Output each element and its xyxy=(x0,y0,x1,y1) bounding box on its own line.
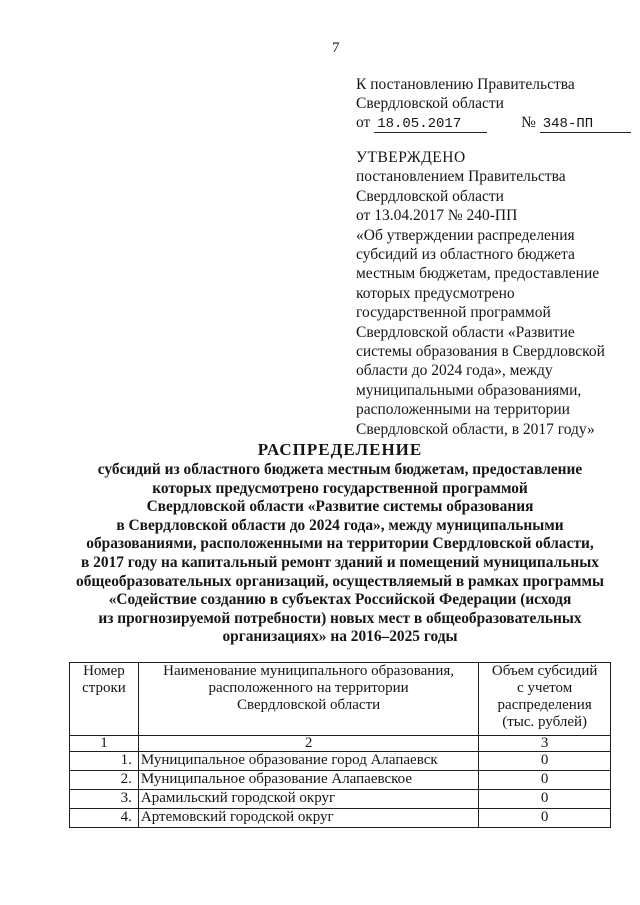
approval-block xyxy=(356,148,605,439)
row-number-cell: 2. xyxy=(70,771,139,790)
heading-line: Свердловской области «Развитие системы образования xyxy=(146,498,534,516)
appendix-line: К постановлению Правительства xyxy=(356,76,575,93)
heading-line: из прогнозируемой потребности) новых мест в общеобразовательных xyxy=(98,609,582,627)
appendix-block xyxy=(356,75,631,133)
heading-line: образованиями, расположенными на территории Свердловской области, xyxy=(86,535,594,553)
table-row xyxy=(70,790,611,809)
column-number-cell: 3 xyxy=(479,736,611,752)
approval-line: которых предусмотрено xyxy=(356,284,515,302)
municipality-name-cell: Муниципальное образование город Алапаевск xyxy=(138,752,478,771)
approval-line: Свердловской области «Развитие xyxy=(356,323,575,341)
approval-line: муниципальными образованиями, xyxy=(356,381,582,399)
approval-line: «Об утверждении распределения xyxy=(356,226,575,244)
table-row xyxy=(70,752,611,771)
header-text: расположенного на территории xyxy=(208,680,409,696)
approval-title: УТВЕРЖДЕНО xyxy=(356,149,466,166)
heading-line: в Свердловской области до 2024 года», между муниципальными xyxy=(116,516,564,534)
approval-line: местным бюджетам, предоставление xyxy=(356,265,600,283)
appendix-line: Свердловской области xyxy=(356,95,504,112)
heading-line: которых предусмотрено государственной программой xyxy=(152,479,528,497)
resolution-date: 18.05.2017 xyxy=(374,117,487,133)
approval-line: системы образования в Свердловской xyxy=(356,343,605,361)
heading-line: организациях» на 2016–2025 годы xyxy=(222,628,458,646)
header-subsidy-amount xyxy=(479,663,611,736)
number-prefix: № xyxy=(521,114,536,131)
appendix-date-line xyxy=(356,113,631,133)
date-prefix: от xyxy=(356,114,371,131)
approval-line: от 13.04.2017 № 240-ПП xyxy=(356,207,518,225)
resolution-number: 348-ПП xyxy=(540,117,631,133)
municipality-name-cell: Арамильский городской округ xyxy=(138,790,478,809)
heading-body xyxy=(60,461,620,647)
table-header-row xyxy=(70,663,611,736)
header-row-number xyxy=(70,663,139,736)
row-number-cell: 1. xyxy=(70,752,139,771)
approval-line: постановлением Правительства xyxy=(356,168,566,186)
header-text: Наименование муниципального образования, xyxy=(163,663,455,679)
heading-line: «Содействие созданию в субъектах Российской Федерации (исходя xyxy=(108,591,572,609)
row-number-cell: 4. xyxy=(70,809,139,828)
subsidy-amount-cell: 0 xyxy=(479,752,611,771)
heading-line: субсидий из областного бюджета местным бюджетам, предоставление xyxy=(97,461,583,478)
column-number-cell: 2 xyxy=(138,736,478,752)
approval-line: Свердловской области xyxy=(356,187,504,205)
row-number-cell: 3. xyxy=(70,790,139,809)
header-text: Номер xyxy=(83,663,125,679)
header-text: (тыс. рублей) xyxy=(502,714,588,730)
approval-line: государственной программой xyxy=(356,304,551,322)
municipality-name-cell: Муниципальное образование Алапаевское xyxy=(138,771,478,790)
document-heading xyxy=(60,439,620,647)
approval-line: субсидий из областного бюджета xyxy=(356,246,575,264)
approval-line: области до 2024 года», между xyxy=(356,362,553,380)
header-text: распределения xyxy=(497,697,592,713)
approval-line: Свердловской области, в 2017 году» xyxy=(356,420,595,438)
header-text: Объем субсидий xyxy=(491,663,598,679)
column-number-cell: 1 xyxy=(70,736,139,752)
header-text: Свердловской области xyxy=(236,697,381,713)
column-number-row xyxy=(70,736,611,752)
subsidy-amount-cell: 0 xyxy=(479,809,611,828)
table-row xyxy=(70,809,611,828)
subsidy-amount-cell: 0 xyxy=(479,771,611,790)
heading-line: общеобразовательных организаций, осуществляемый в рамках программы xyxy=(76,572,604,590)
page-number: 7 xyxy=(332,40,340,56)
heading-title: РАСПРЕДЕЛЕНИЕ xyxy=(257,440,423,459)
header-text: строки xyxy=(82,680,126,696)
heading-line: в 2017 году на капитальный ремонт зданий и помещений муниципальных xyxy=(81,553,599,571)
municipality-name-cell: Артемовский городской округ xyxy=(138,809,478,828)
header-text: с учетом xyxy=(517,680,573,696)
approval-line: расположенными на территории xyxy=(356,401,570,419)
distribution-table xyxy=(69,662,611,828)
table-row xyxy=(70,771,611,790)
subsidy-amount-cell: 0 xyxy=(479,790,611,809)
header-municipality-name xyxy=(138,663,478,736)
